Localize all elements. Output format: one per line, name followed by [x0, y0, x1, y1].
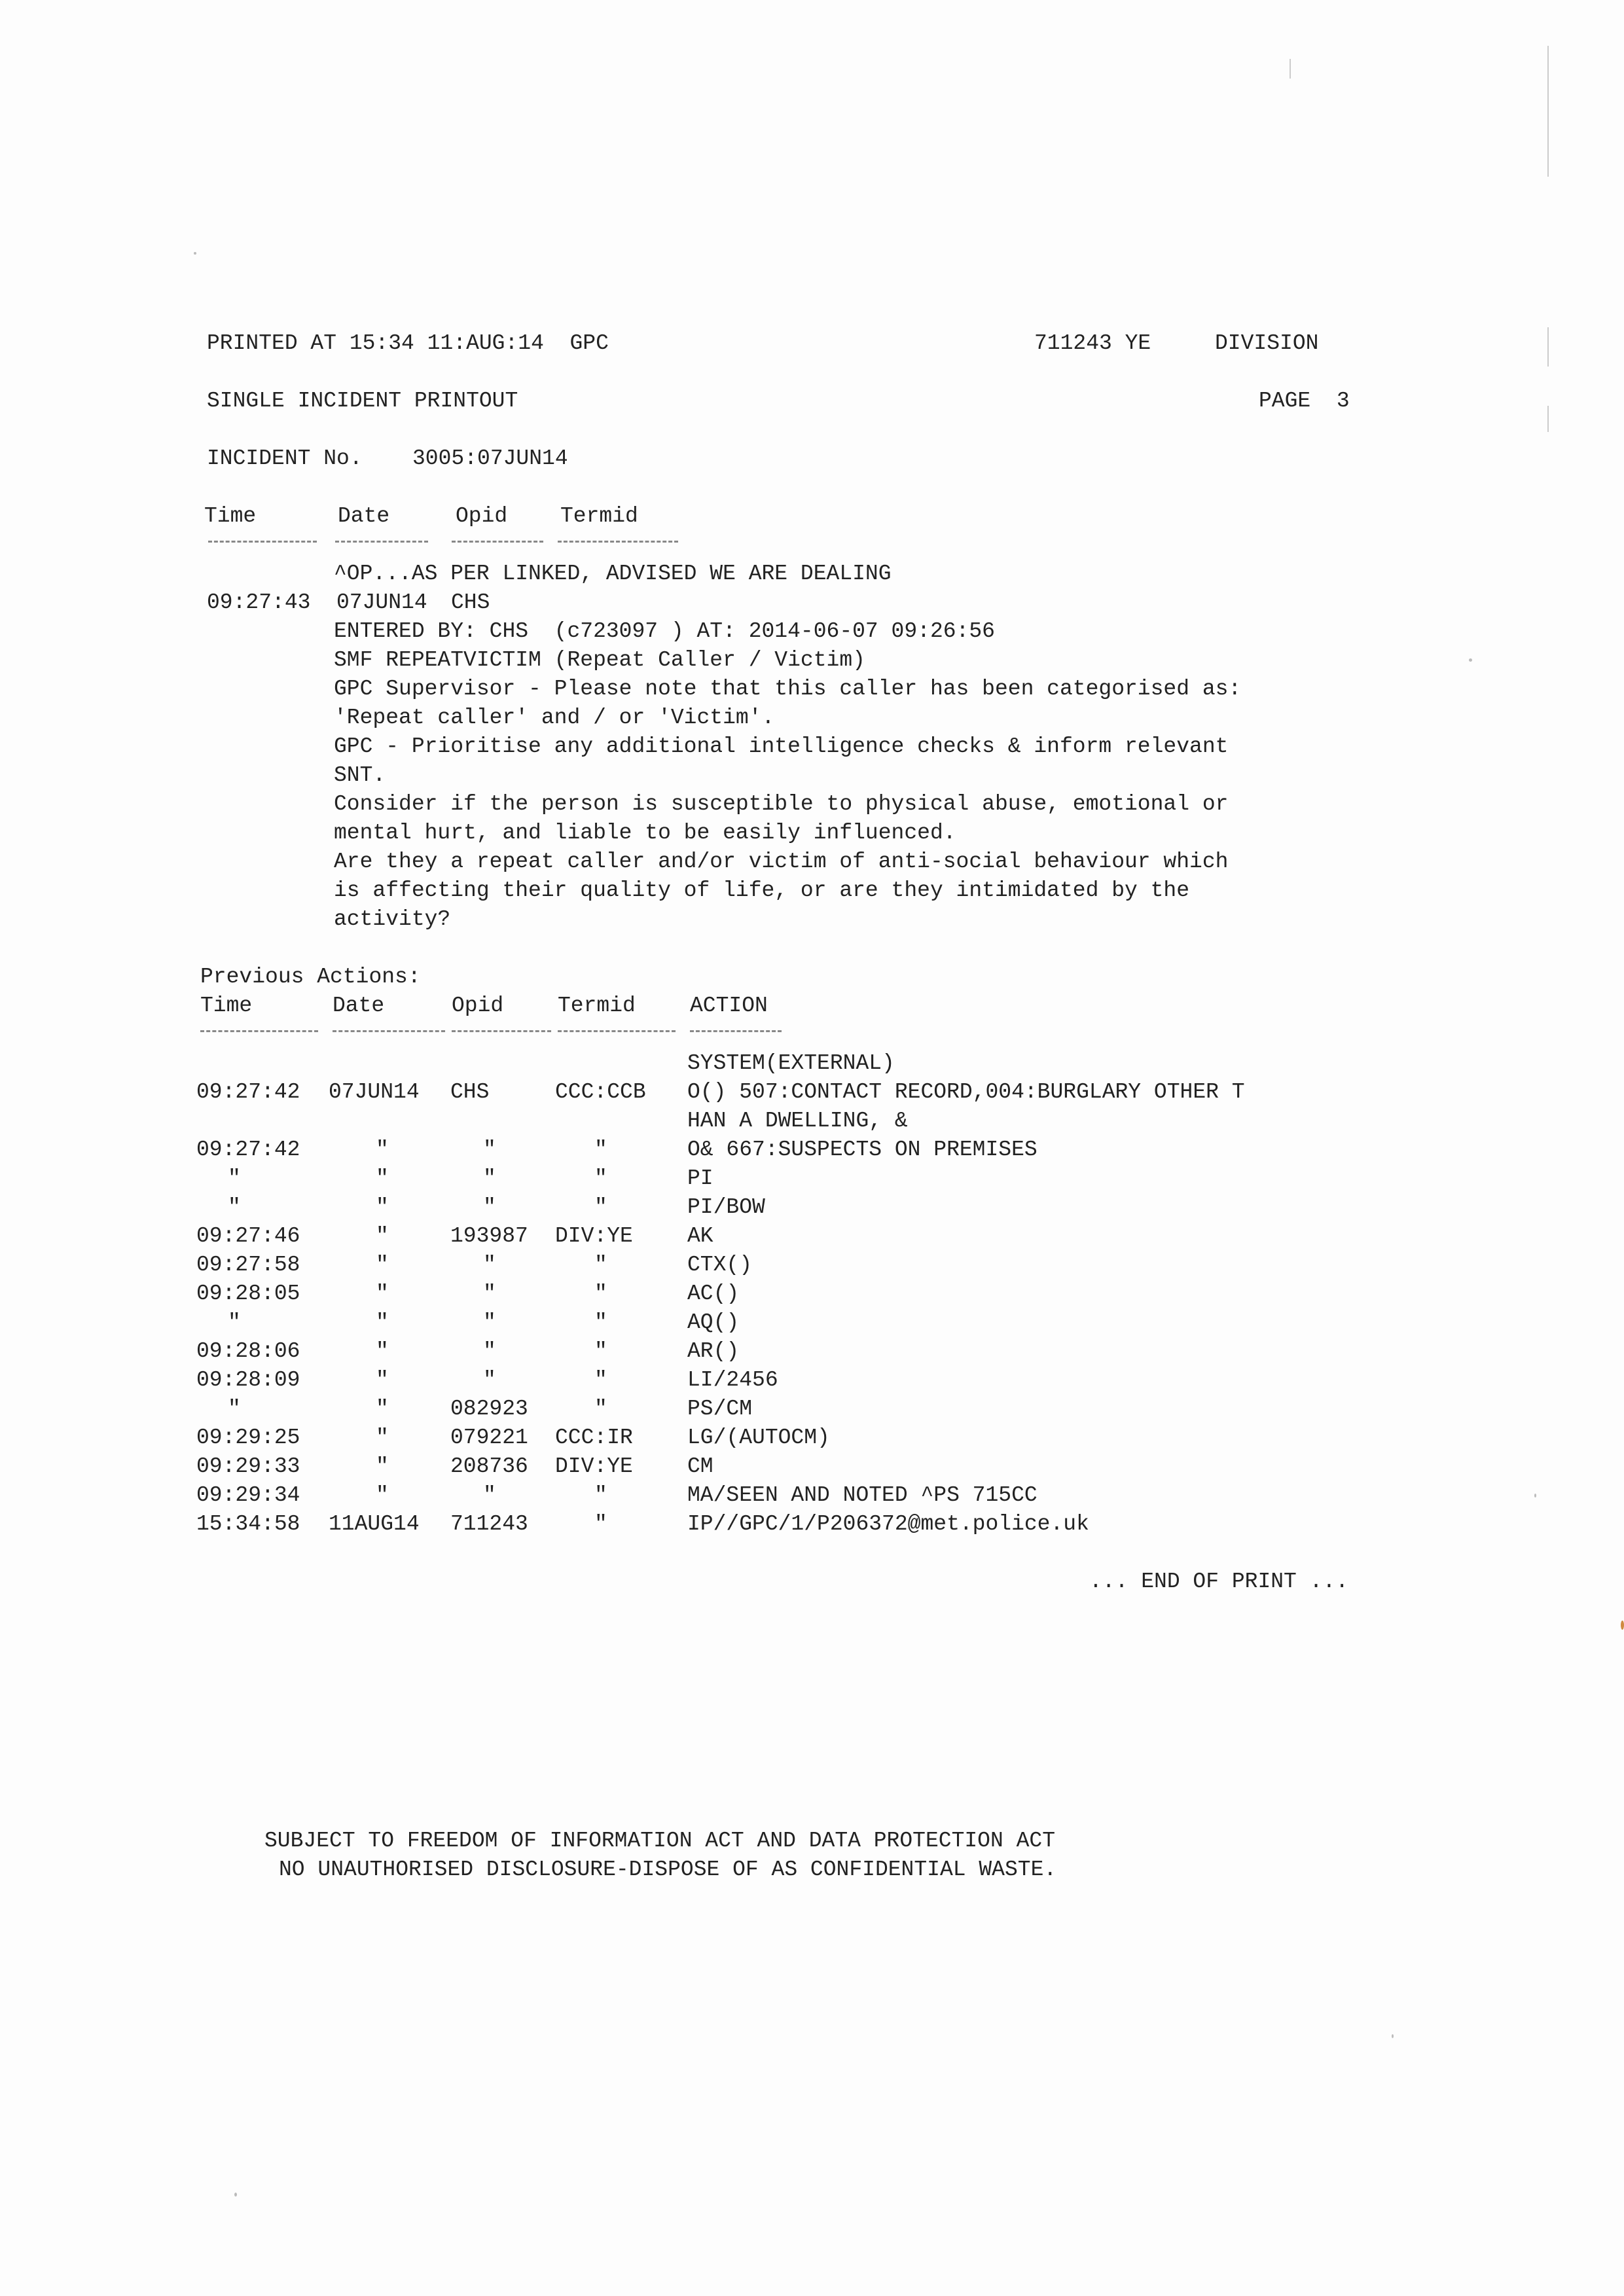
table-row	[0, 1193, 1624, 1222]
action-opid: CHS	[450, 1080, 490, 1104]
table-row	[0, 1481, 1624, 1510]
action-text: HAN A DWELLING, &	[687, 1109, 908, 1133]
action-termid: "	[594, 1397, 607, 1421]
table-row	[0, 1452, 1624, 1481]
table-row	[0, 1395, 1624, 1424]
table-row	[0, 1424, 1624, 1452]
action-termid: "	[594, 1512, 607, 1536]
action-time: 09:28:05	[196, 1282, 300, 1306]
action-termid: "	[594, 1339, 607, 1363]
action-time: 09:27:42	[196, 1138, 300, 1162]
header-underline	[558, 1030, 676, 1032]
action-time: "	[228, 1397, 241, 1421]
action-opid: "	[483, 1138, 496, 1162]
scan-speck	[1534, 1494, 1536, 1498]
scan-edge-mark	[1547, 406, 1549, 432]
action-opid: 208736	[450, 1454, 528, 1479]
col-header-termid: Termid	[560, 504, 638, 528]
entry-text-line: is affecting their quality of life, or are they intimidated by the	[334, 878, 1190, 903]
action-date: "	[376, 1138, 389, 1162]
incident-label: INCIDENT No.	[207, 446, 363, 471]
table-row	[0, 1366, 1624, 1395]
action-opid: "	[483, 1310, 496, 1335]
action-text: LI/2456	[687, 1368, 778, 1392]
action-text: PI/BOW	[687, 1195, 765, 1219]
division-label: DIVISION	[1215, 331, 1319, 355]
action-date: "	[376, 1224, 389, 1248]
table-row	[0, 1136, 1624, 1164]
entry-text-line: Consider if the person is susceptible to physical abuse, emotional or	[334, 792, 1229, 816]
entry-text-line: activity?	[334, 907, 451, 931]
action-time: "	[228, 1310, 241, 1335]
action-text: CTX()	[687, 1253, 753, 1277]
col-header-time: Time	[204, 504, 257, 528]
entry-text-line: GPC Supervisor - Please note that this caller has been categorised as:	[334, 677, 1242, 701]
action-termid: "	[594, 1195, 607, 1219]
table-row	[0, 1107, 1624, 1136]
action-opid: "	[483, 1195, 496, 1219]
action-time: 09:27:42	[196, 1080, 300, 1104]
action-text: PS/CM	[687, 1397, 753, 1421]
header-underline	[335, 541, 428, 543]
action-termid: CCC:CCB	[555, 1080, 646, 1104]
col-header-date: Date	[333, 994, 385, 1018]
action-text: SYSTEM(EXTERNAL)	[687, 1051, 895, 1075]
action-date: "	[376, 1339, 389, 1363]
action-termid: "	[594, 1282, 607, 1306]
table-row	[0, 1308, 1624, 1337]
action-opid: "	[483, 1166, 496, 1191]
action-date: "	[376, 1310, 389, 1335]
scan-speck	[1621, 1621, 1624, 1630]
page-number: PAGE 3	[1259, 389, 1350, 413]
footer-line: SUBJECT TO FREEDOM OF INFORMATION ACT AND DATA PROTECTION ACT	[264, 1829, 1055, 1853]
action-text: AQ()	[687, 1310, 740, 1335]
action-opid: 711243	[450, 1512, 528, 1536]
col-header-time: Time	[200, 994, 253, 1018]
scan-speck	[194, 252, 196, 255]
action-time: 09:28:09	[196, 1368, 300, 1392]
action-date: "	[376, 1368, 389, 1392]
table-row	[0, 1337, 1624, 1366]
entry-text-line: GPC - Prioritise any additional intelligence checks & inform relevant	[334, 734, 1229, 759]
action-time: 09:29:33	[196, 1454, 300, 1479]
entry-text-line: SNT.	[334, 763, 386, 787]
previous-actions-heading: Previous Actions:	[200, 965, 421, 989]
page-title: SINGLE INCIDENT PRINTOUT	[207, 389, 518, 413]
table-row	[0, 1164, 1624, 1193]
action-text: IP//GPC/1/P206372@met.police.uk	[687, 1512, 1089, 1536]
footer-line: NO UNAUTHORISED DISCLOSURE-DISPOSE OF AS CONFIDENTIAL WASTE.	[279, 1857, 1057, 1882]
col-header-date: Date	[338, 504, 390, 528]
entry-time: 09:27:43	[207, 590, 311, 615]
header-underline	[200, 1030, 318, 1032]
table-row	[0, 1251, 1624, 1280]
scan-edge-mark	[1547, 46, 1549, 177]
action-text: AR()	[687, 1339, 740, 1363]
action-termid: "	[594, 1310, 607, 1335]
action-opid: "	[483, 1368, 496, 1392]
action-opid: "	[483, 1253, 496, 1277]
action-text: O() 507:CONTACT RECORD,004:BURGLARY OTHER T	[687, 1080, 1245, 1104]
entry-opid: CHS	[451, 590, 490, 615]
action-termid: "	[594, 1253, 607, 1277]
action-date: "	[376, 1397, 389, 1421]
entry-text-line: ENTERED BY: CHS (c723097 ) AT: 2014-06-07 09:26:56	[334, 619, 995, 643]
scan-speck	[1469, 658, 1472, 662]
scan-edge-mark	[1547, 327, 1549, 367]
action-time: "	[228, 1195, 241, 1219]
entry-text-line: 'Repeat caller' and / or 'Victim'.	[334, 706, 775, 730]
action-termid: DIV:YE	[555, 1454, 633, 1479]
action-opid: "	[483, 1339, 496, 1363]
division-code: 711243 YE	[1034, 331, 1151, 355]
action-date: "	[376, 1166, 389, 1191]
action-termid: "	[594, 1138, 607, 1162]
entry-text-line: Are they a repeat caller and/or victim of anti-social behaviour which	[334, 850, 1229, 874]
action-date: "	[376, 1454, 389, 1479]
action-time: 09:27:46	[196, 1224, 300, 1248]
entry-text-line: SMF REPEATVICTIM (Repeat Caller / Victim)	[334, 648, 865, 672]
action-date: 07JUN14	[329, 1080, 420, 1104]
action-date: "	[376, 1483, 389, 1507]
action-text: LG/(AUTOCM)	[687, 1426, 830, 1450]
action-text: AK	[687, 1224, 713, 1248]
action-opid: 082923	[450, 1397, 528, 1421]
header-underline	[333, 1030, 445, 1032]
action-time: 09:29:34	[196, 1483, 300, 1507]
entry-text-line: mental hurt, and liable to be easily influenced.	[334, 821, 956, 845]
scan-speck	[1392, 2034, 1394, 2038]
action-date: "	[376, 1282, 389, 1306]
header-underline	[558, 541, 678, 543]
table-row	[0, 1049, 1624, 1078]
col-header-opid: Opid	[456, 504, 508, 528]
action-date: "	[376, 1195, 389, 1219]
table-row	[0, 1280, 1624, 1308]
action-time: 09:28:06	[196, 1339, 300, 1363]
action-text: CM	[687, 1454, 713, 1479]
action-text: PI	[687, 1166, 713, 1191]
action-date: "	[376, 1426, 389, 1450]
action-text: AC()	[687, 1282, 740, 1306]
action-time: 09:27:58	[196, 1253, 300, 1277]
scan-speck	[234, 2193, 237, 2197]
scan-edge-mark	[1290, 59, 1291, 79]
header-underline	[208, 541, 317, 543]
entry-date: 07JUN14	[336, 590, 427, 615]
action-termid: "	[594, 1483, 607, 1507]
action-time: "	[228, 1166, 241, 1191]
entry-text-line: ^OP...AS PER LINKED, ADVISED WE ARE DEALING	[334, 562, 892, 586]
action-date: 11AUG14	[329, 1512, 420, 1536]
header-underline	[690, 1030, 782, 1032]
action-termid: "	[594, 1368, 607, 1392]
action-date: "	[376, 1253, 389, 1277]
table-row	[0, 1510, 1624, 1539]
header-underline	[452, 1030, 551, 1032]
col-header-action: ACTION	[690, 994, 768, 1018]
incident-number: 3005:07JUN14	[412, 446, 568, 471]
table-row	[0, 1078, 1624, 1107]
action-text: MA/SEEN AND NOTED ^PS 715CC	[687, 1483, 1038, 1507]
col-header-opid: Opid	[452, 994, 504, 1018]
table-row	[0, 1222, 1624, 1251]
printed-at: PRINTED AT 15:34 11:AUG:14 GPC	[207, 331, 609, 355]
action-opid: "	[483, 1483, 496, 1507]
action-time: 09:29:25	[196, 1426, 300, 1450]
action-time: 15:34:58	[196, 1512, 300, 1536]
action-termid: DIV:YE	[555, 1224, 633, 1248]
action-opid: 193987	[450, 1224, 528, 1248]
col-header-termid: Termid	[558, 994, 636, 1018]
action-termid: "	[594, 1166, 607, 1191]
header-underline	[452, 541, 543, 543]
end-of-print: ... END OF PRINT ...	[1089, 1570, 1349, 1594]
action-text: O& 667:SUSPECTS ON PREMISES	[687, 1138, 1038, 1162]
action-opid: "	[483, 1282, 496, 1306]
action-termid: CCC:IR	[555, 1426, 633, 1450]
action-opid: 079221	[450, 1426, 528, 1450]
